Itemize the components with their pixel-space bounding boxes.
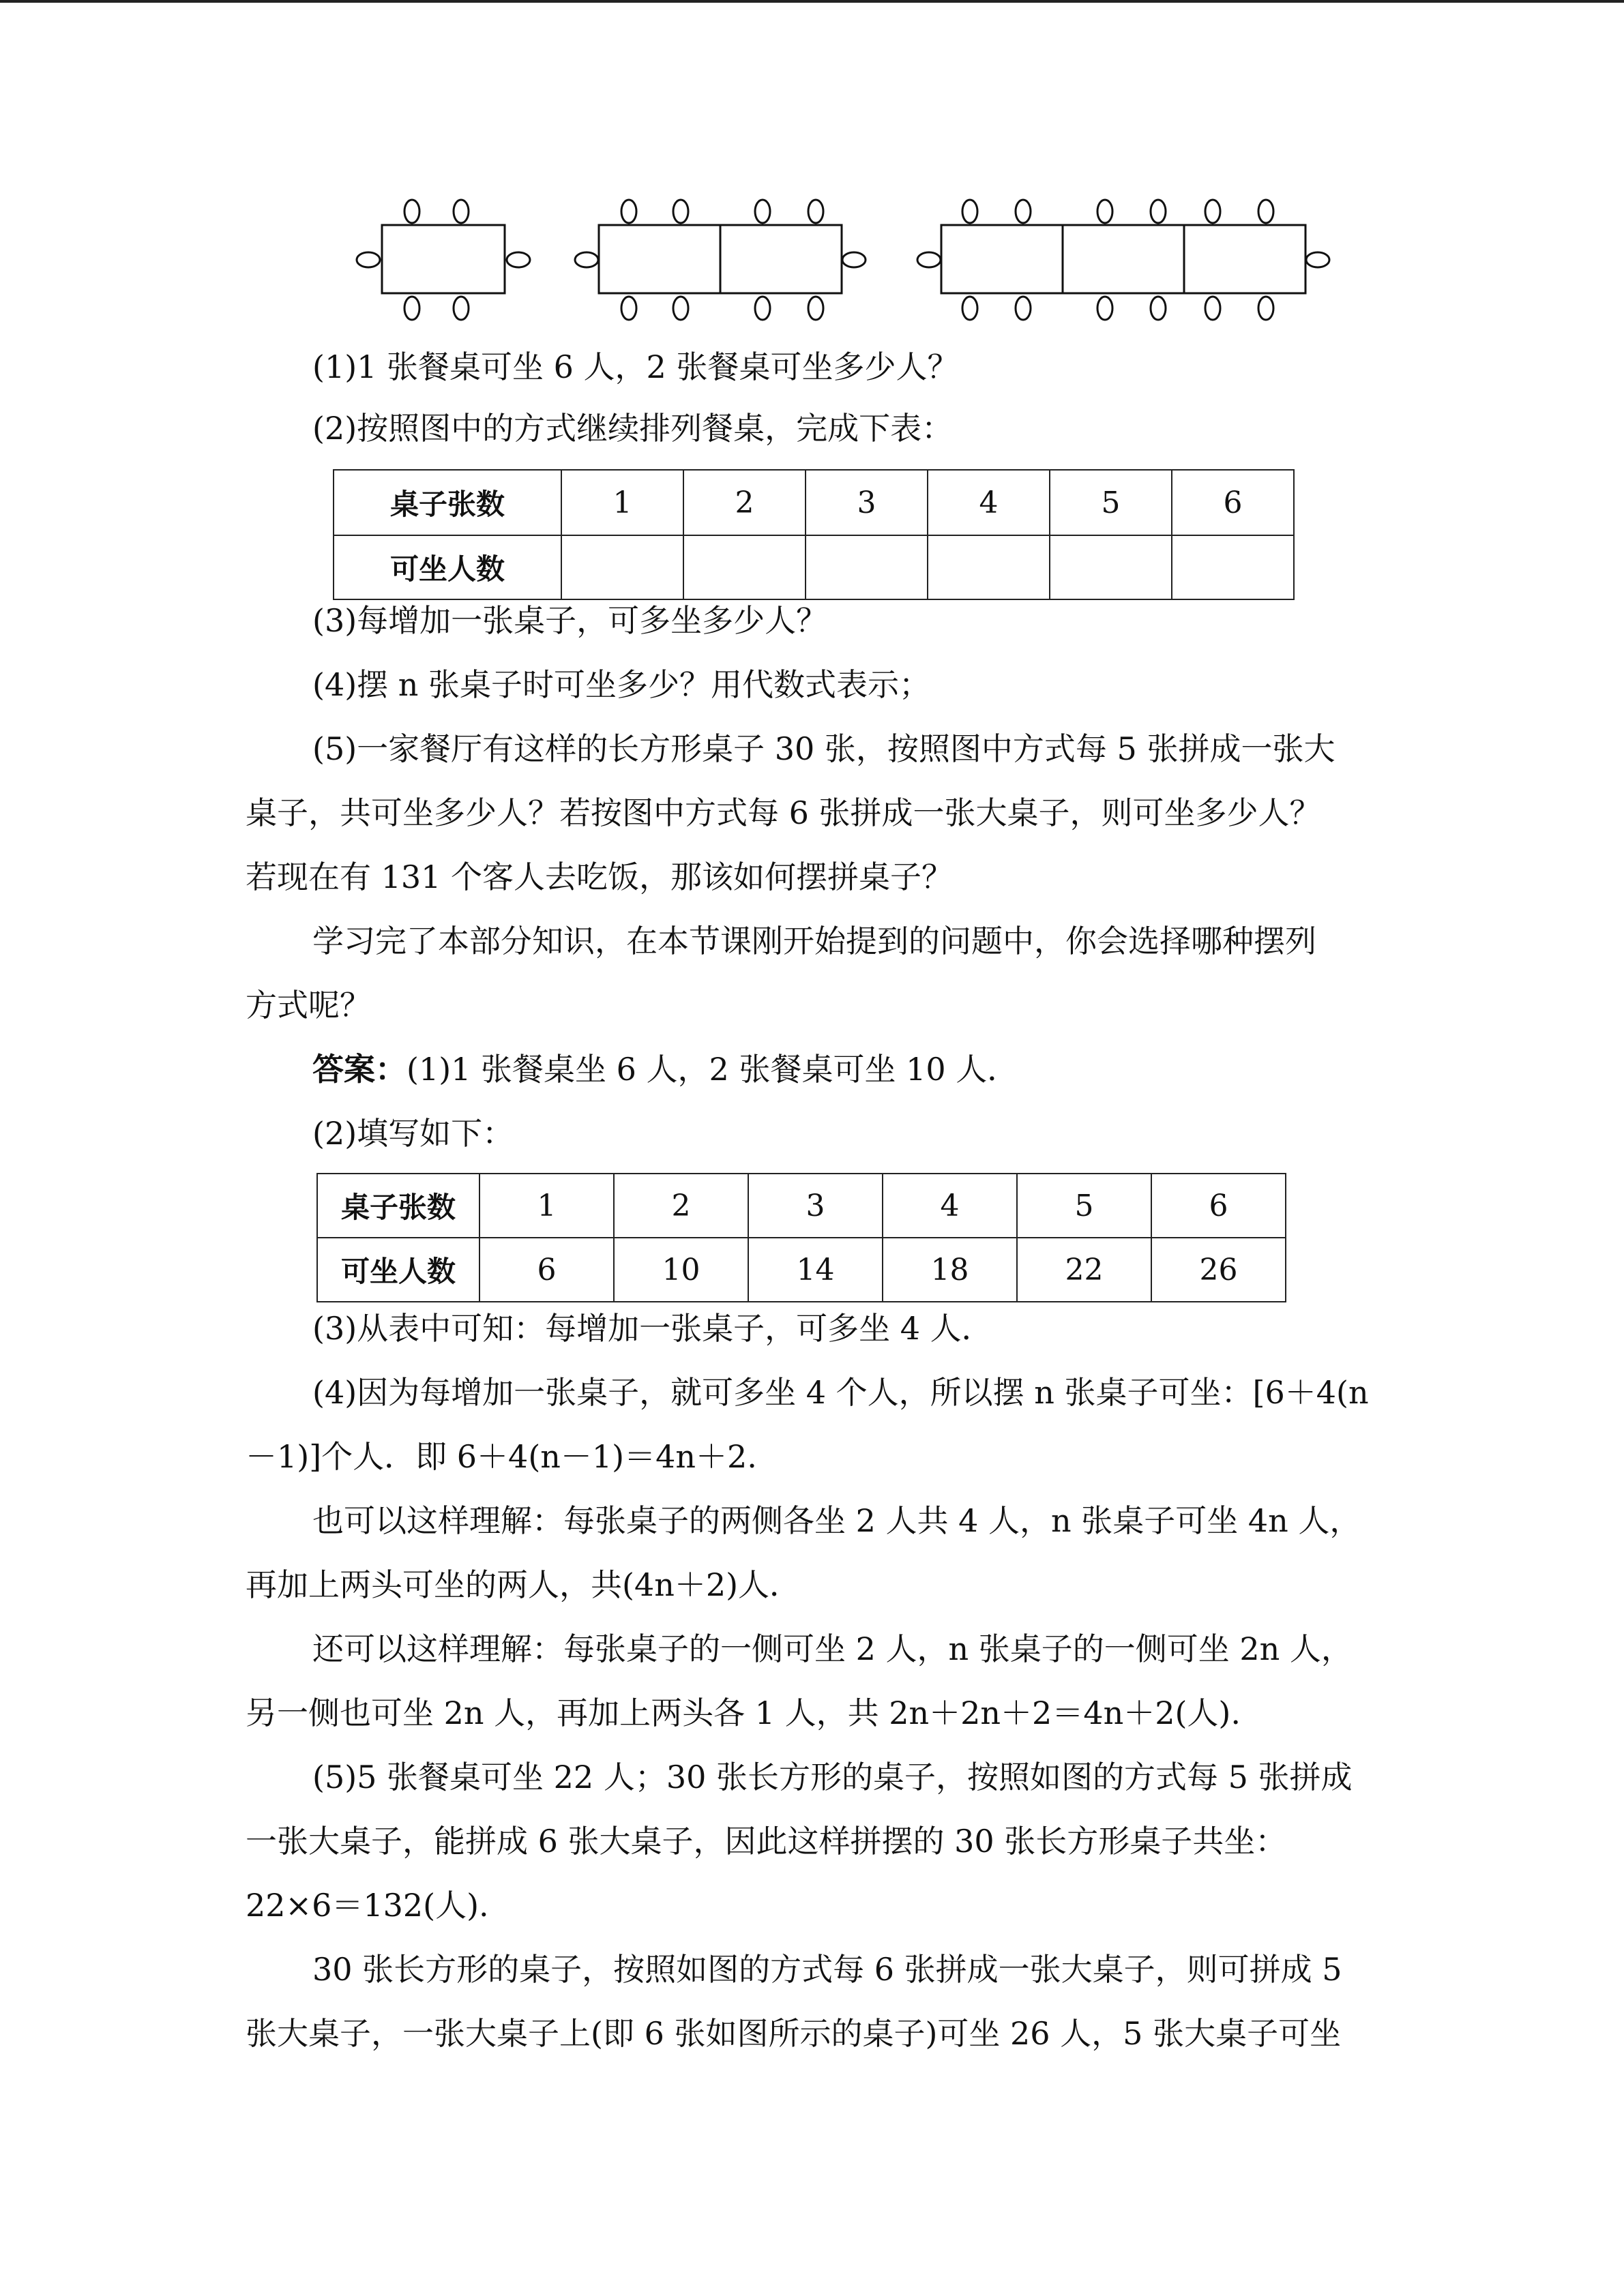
chair bbox=[507, 252, 530, 267]
question-5-line: 若现在有 131 个客人去吃饭，那该如何摆拼桌子？ bbox=[246, 859, 954, 895]
table-arrangement-figure bbox=[348, 191, 1344, 327]
alternative-1-line: 再加上两头可坐的两人，共(4n＋2)人． bbox=[246, 1566, 801, 1603]
chair bbox=[808, 297, 823, 320]
chair bbox=[454, 297, 469, 320]
row-label: 桌子张数 bbox=[334, 470, 561, 535]
table-cell: 10 bbox=[614, 1238, 748, 1302]
chair bbox=[1016, 200, 1031, 223]
row-label: 可坐人数 bbox=[334, 535, 561, 599]
table-cell: 2 bbox=[614, 1174, 748, 1238]
chair bbox=[454, 200, 469, 223]
table-cell: 5 bbox=[1050, 470, 1172, 535]
table-cell: 3 bbox=[806, 470, 928, 535]
chair bbox=[1151, 297, 1166, 320]
answer-label: 答案： bbox=[312, 1051, 407, 1088]
table-rect bbox=[1063, 225, 1184, 293]
table-cell: 5 bbox=[1017, 1174, 1151, 1238]
table-cell: 6 bbox=[479, 1238, 614, 1302]
chair bbox=[842, 252, 866, 267]
table-cell: 18 bbox=[883, 1238, 1017, 1302]
question-5-line: (5)一家餐厅有这样的长方形桌子 30 张，按照图中方式每 5 张拼成一张大 bbox=[312, 730, 1335, 767]
chair bbox=[962, 297, 977, 320]
chair bbox=[1097, 200, 1112, 223]
answer-5-line: (5)5 张餐桌可坐 22 人；30 张长方形的桌子，按照如图的方式每 5 张拼成 bbox=[312, 1759, 1353, 1795]
chair bbox=[1016, 297, 1031, 320]
answer-table bbox=[316, 1173, 1286, 1302]
answer-3: (3)从表中可知：每增加一张桌子，可多坐 4 人． bbox=[312, 1310, 993, 1347]
blank-table bbox=[333, 469, 1295, 600]
chair bbox=[1258, 297, 1273, 320]
chair bbox=[962, 200, 977, 223]
table-cell bbox=[806, 535, 928, 599]
table-rect bbox=[1184, 225, 1305, 293]
table-rect bbox=[941, 225, 1063, 293]
chair bbox=[673, 200, 688, 223]
answer-1 bbox=[312, 1049, 1018, 1090]
table-cell: 1 bbox=[479, 1174, 614, 1238]
chair bbox=[1306, 252, 1329, 267]
chair bbox=[673, 297, 688, 320]
chair bbox=[1205, 200, 1220, 223]
table-cell bbox=[1172, 535, 1294, 599]
chair bbox=[1205, 297, 1220, 320]
question-6-line: 方式呢？ bbox=[246, 987, 371, 1024]
answer-6-line: 30 张长方形的桌子，按照如图的方式每 6 张拼成一张大桌子，则可拼成 5 bbox=[312, 1951, 1342, 1988]
question-2: (2)按照图中的方式继续排列餐桌，完成下表： bbox=[312, 410, 954, 447]
chair bbox=[621, 297, 636, 320]
answer-1-text: (1)1 张餐桌坐 6 人，2 张餐桌可坐 10 人． bbox=[407, 1051, 1019, 1088]
table-cell: 6 bbox=[1151, 1174, 1286, 1238]
chair bbox=[917, 252, 941, 267]
chair bbox=[357, 252, 380, 267]
alternative-2-line: 还可以这样理解：每张桌子的一侧可坐 2 人，n 张桌子的一侧可坐 2n 人， bbox=[312, 1630, 1353, 1667]
top-border bbox=[0, 0, 1624, 3]
answer-5-line: 22×6＝132(人). bbox=[246, 1887, 489, 1924]
table-cell bbox=[561, 535, 683, 599]
table-cell: 4 bbox=[928, 470, 1050, 535]
row-label: 可坐人数 bbox=[317, 1238, 479, 1302]
table-cell: 14 bbox=[748, 1238, 883, 1302]
answer-2: (2)填写如下： bbox=[312, 1115, 514, 1152]
chair bbox=[621, 200, 636, 223]
answer-4-line: (4)因为每增加一张桌子，就可多坐 4 个人，所以摆 n 张桌子可坐：[6＋4(n bbox=[312, 1374, 1369, 1411]
table-rect bbox=[599, 225, 720, 293]
table-rect bbox=[382, 225, 505, 293]
table-rect bbox=[720, 225, 842, 293]
question-6-line: 学习完了本部分知识，在本节课刚开始提到的问题中，你会选择哪种摆列 bbox=[312, 923, 1316, 959]
chair bbox=[755, 297, 770, 320]
answer-5-line: 一张大桌子，能拼成 6 张大桌子，因此这样拼摆的 30 张长方形桌子共坐： bbox=[246, 1823, 1287, 1860]
chair bbox=[404, 297, 419, 320]
question-4: (4)摆 n 张桌子时可坐多少？用代数式表示； bbox=[312, 666, 931, 703]
table-cell: 26 bbox=[1151, 1238, 1286, 1302]
chair bbox=[1258, 200, 1273, 223]
table-cell: 3 bbox=[748, 1174, 883, 1238]
alternative-2-line: 另一侧也可坐 2n 人，再加上两头各 1 人，共 2n＋2n＋2＝4n＋2(人). bbox=[246, 1695, 1241, 1731]
table-cell bbox=[1050, 535, 1172, 599]
table-cell: 6 bbox=[1172, 470, 1294, 535]
chair bbox=[755, 200, 770, 223]
table-cell: 1 bbox=[561, 470, 683, 535]
table-cell: 4 bbox=[883, 1174, 1017, 1238]
chair bbox=[808, 200, 823, 223]
chair bbox=[1151, 200, 1166, 223]
question-5-line: 桌子，共可坐多少人？若按图中方式每 6 张拼成一张大桌子，则可坐多少人？ bbox=[246, 794, 1321, 831]
table-cell: 2 bbox=[683, 470, 806, 535]
table-cell bbox=[928, 535, 1050, 599]
answer-6-line: 张大桌子，一张大桌子上(即 6 张如图所示的桌子)可坐 26 人，5 张大桌子可坐 bbox=[246, 2015, 1342, 2052]
table-cell bbox=[683, 535, 806, 599]
row-label: 桌子张数 bbox=[317, 1174, 479, 1238]
alternative-1-line: 也可以这样理解：每张桌子的两侧各坐 2 人共 4 人，n 张桌子可坐 4n 人， bbox=[312, 1502, 1361, 1539]
table-cell: 22 bbox=[1017, 1238, 1151, 1302]
chair bbox=[404, 200, 419, 223]
question-3: (3)每增加一张桌子，可多坐多少人？ bbox=[312, 602, 828, 639]
answer-4-line: －1)]个人．即 6＋4(n－1)＝4n＋2. bbox=[246, 1438, 757, 1475]
chair bbox=[1097, 297, 1112, 320]
chair bbox=[575, 252, 598, 267]
question-1: (1)1 张餐桌可坐 6 人，2 张餐桌可坐多少人？ bbox=[312, 348, 959, 385]
